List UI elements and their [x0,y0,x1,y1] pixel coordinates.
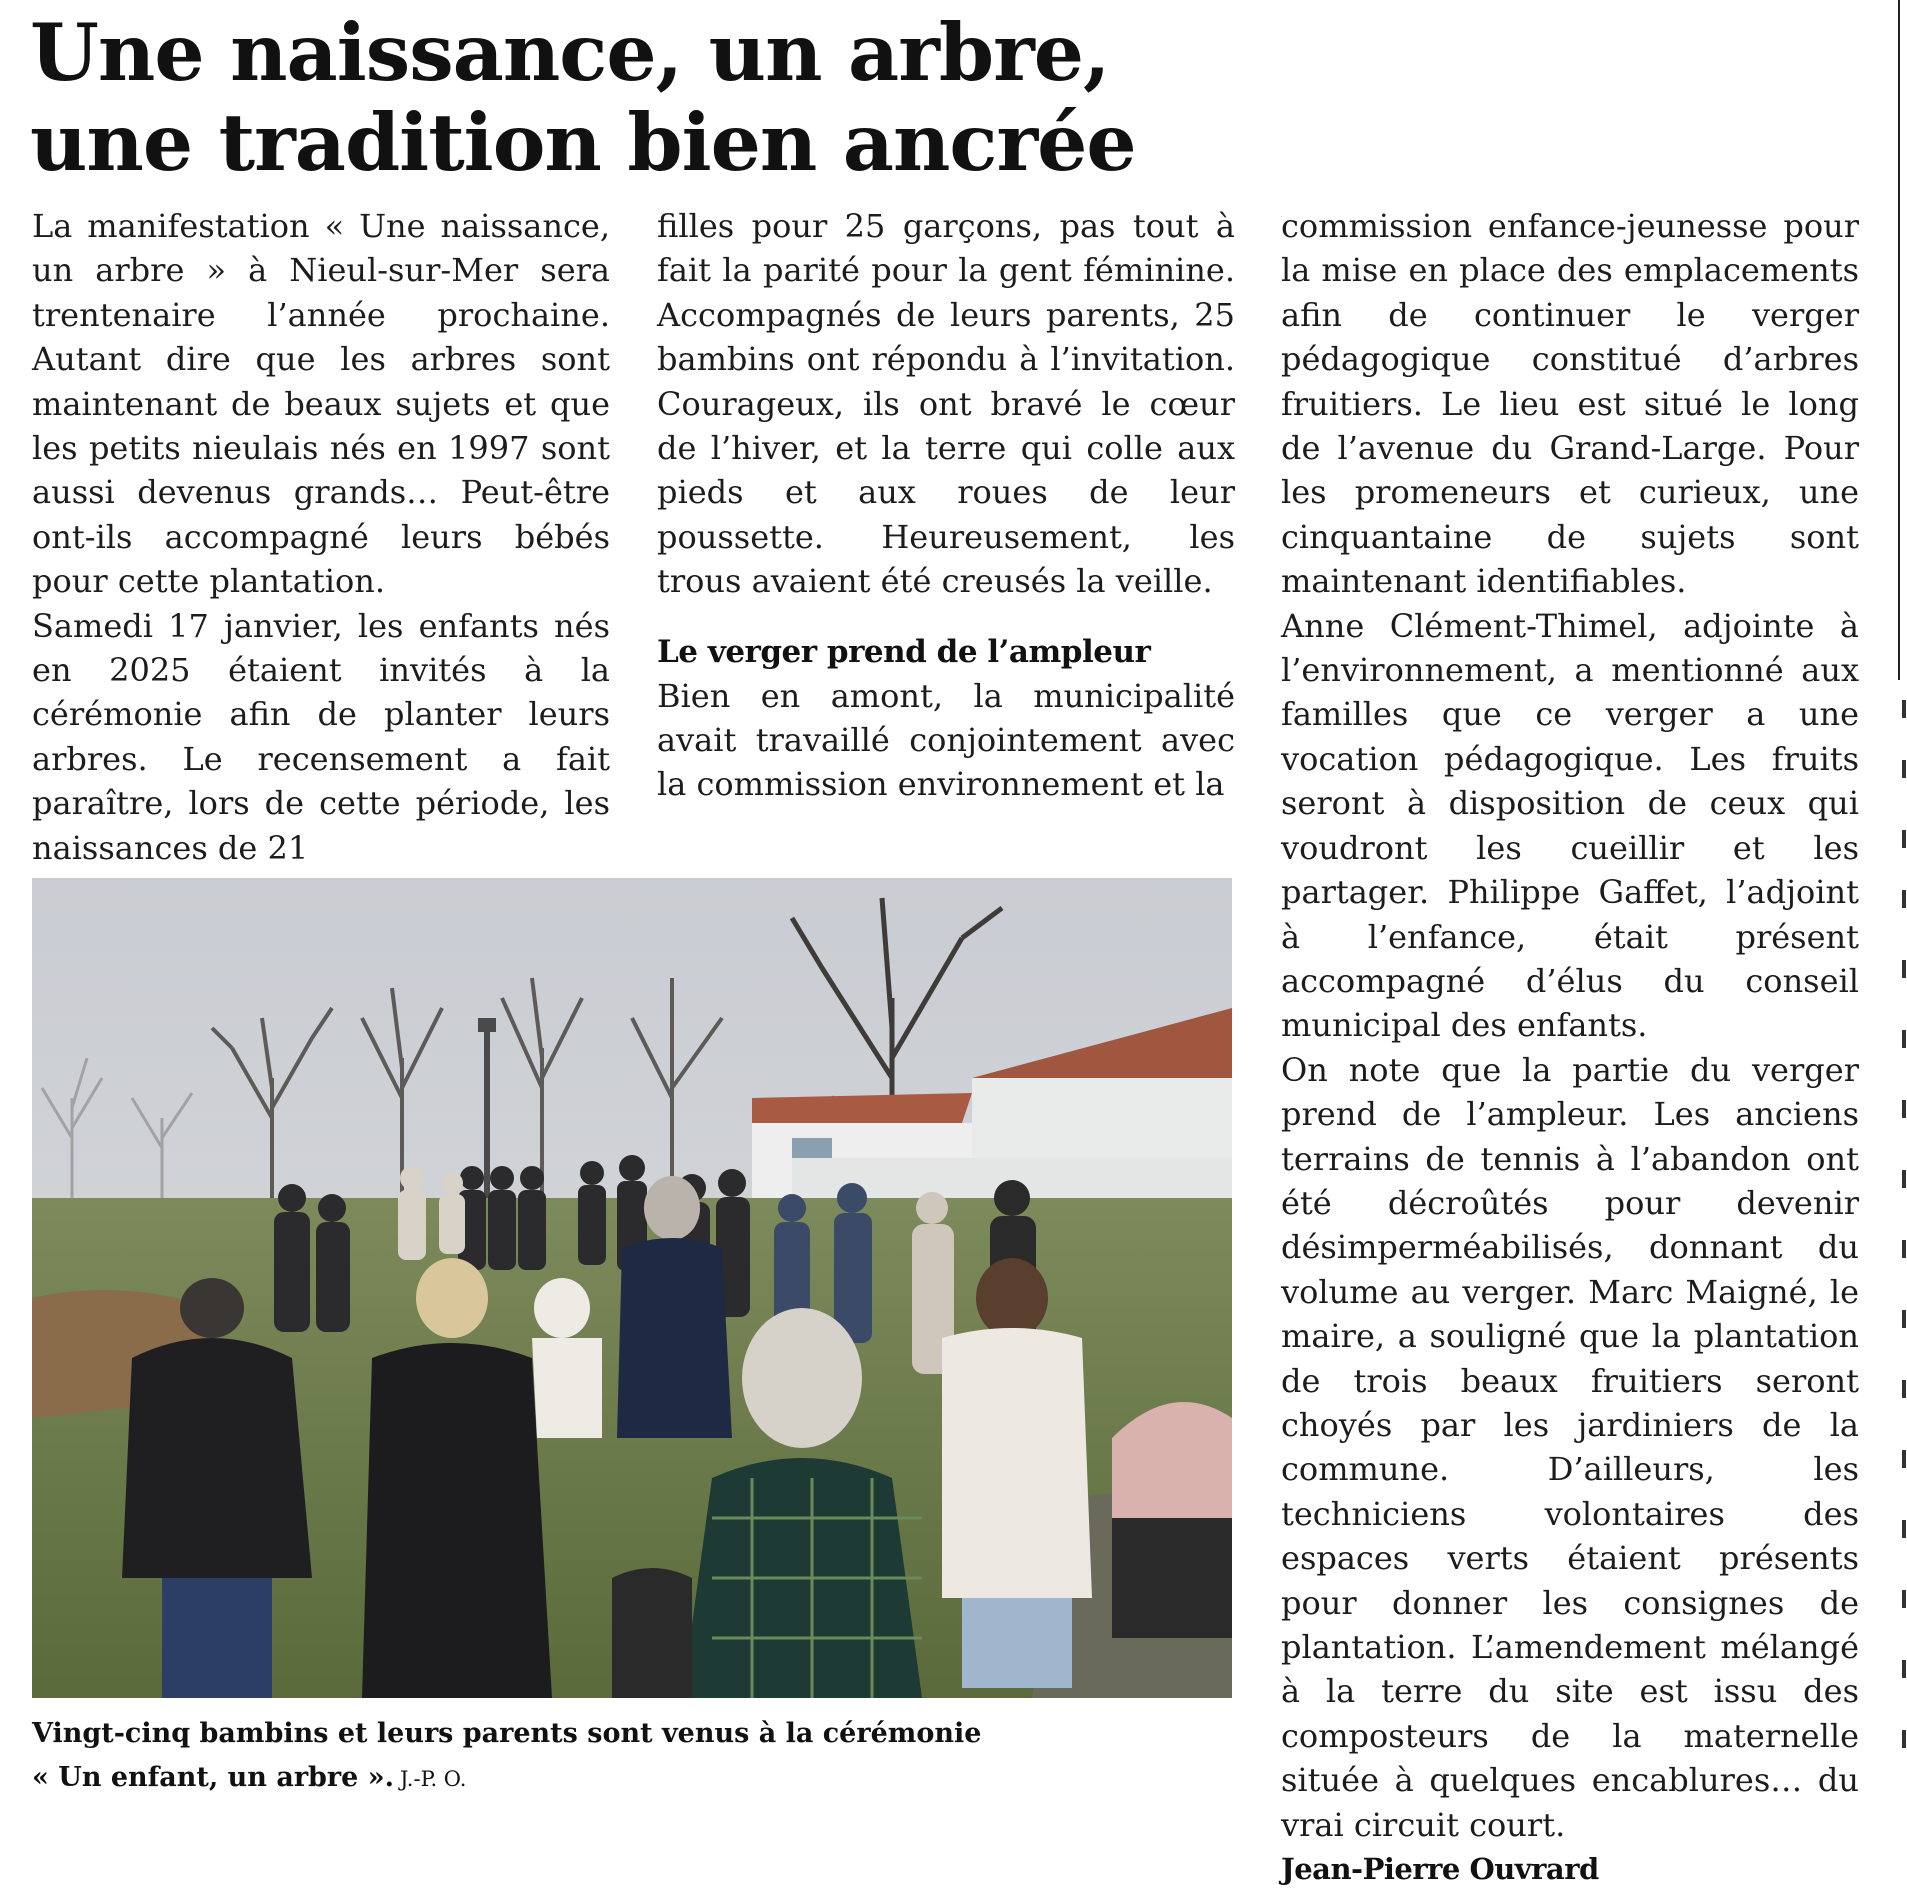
article-photo [32,878,1232,1698]
headline-line-2: une tradition bien ancrée [30,96,1136,189]
col3-paragraph-3: On note que la partie du verger prend de l’ampleur. Les anciens terrains de tennis à l’abandon ont été décroûtés pour devenir désimperméabilisés, donnant du volume au verger. Marc Maigné, le maire, a souligné que la plantation de trois beaux fruitiers seront choyés par les jardiniers de la commune. D’ailleurs, les techniciens volontaires des espaces verts étaient présents pour donner les consignes de plantation. L’amendement mélangé à la terre du site est issu des composteurs de la maternelle située à quelques encablures… du vrai circuit court. [1281,1050,1859,1844]
article-headline [30,8,1530,188]
col3-paragraph-2: Anne Clément-Thimel, adjointe à l’environnement, a mentionné aux familles que ce verger a une vocation pédagogique. Les fruits seront à disposition de ceux qui voudront les cueillir et les partager. Philippe Gaffet, l’adjoint à l’enfance, était présent accompagné d’élus du conseil municipal des enfants. [1281,606,1859,1045]
headline-line-1: Une naissance, un arbre, [30,6,1110,99]
col2-paragraph-1: filles pour 25 garçons, pas tout à fait la parité pour la gent féminine. Accompagnés de leurs parents, 25 bambins ont répondu à l’invitation. Courageux, ils ont bravé le cœur de l’hiver, et la terre qui colle aux pieds et aux roues de leur poussette. Heureusement, les trous avaient été creusés la veille. [657,207,1235,601]
col1-paragraph-1: La manifestation « Une naissance, un arbre » à Nieul-sur-Mer sera trentenaire l’année prochaine. Autant dire que les arbres sont maintenant de beaux sujets et que les petits nieulais nés en 1997 sont aussi devenus grands… Peut-être ont-ils accompagné leurs bébés pour cette plantation. [32,207,610,601]
photo-credit: J.-P. O. [400,1767,467,1791]
caption-line-1: Vingt-cinq bambins et leurs parents sont venus à la cérémonie [32,1718,982,1749]
section-subhead: Le verger prend de l’ampleur [657,633,1151,670]
column-1 [32,204,610,870]
column-2 [657,204,1235,807]
col1-paragraph-2: Samedi 17 janvier, les enfants nés en 2025 étaient invités à la cérémonie afin de planter leurs arbres. Le recensement a fait paraître, lors de cette période, les naissances de 21 [32,606,610,867]
photo-caption [32,1712,1242,1801]
column-3 [1281,204,1859,1891]
caption-line-2: « Un enfant, un arbre ». [32,1762,395,1793]
adjacent-column-edge [1900,700,1907,1800]
col3-paragraph-1: commission enfance-jeunesse pour la mise en place des emplacements afin de continuer le verger pédagogique constitué d’arbres fruitiers. Le lieu est situé le long de l’avenue du Grand-Large. Pour les promeneurs et curieux, une cinquantaine de sujets sont maintenant identifiables. [1281,207,1859,601]
author-byline: Jean-Pierre Ouvrard [1281,1852,1599,1887]
col2-paragraph-2: Bien en amont, la municipalité avait travaillé conjointement avec la commission environnement et la [657,676,1235,804]
page-edge-rule [1898,0,1900,680]
caption-line-2-wrap [32,1756,1242,1801]
